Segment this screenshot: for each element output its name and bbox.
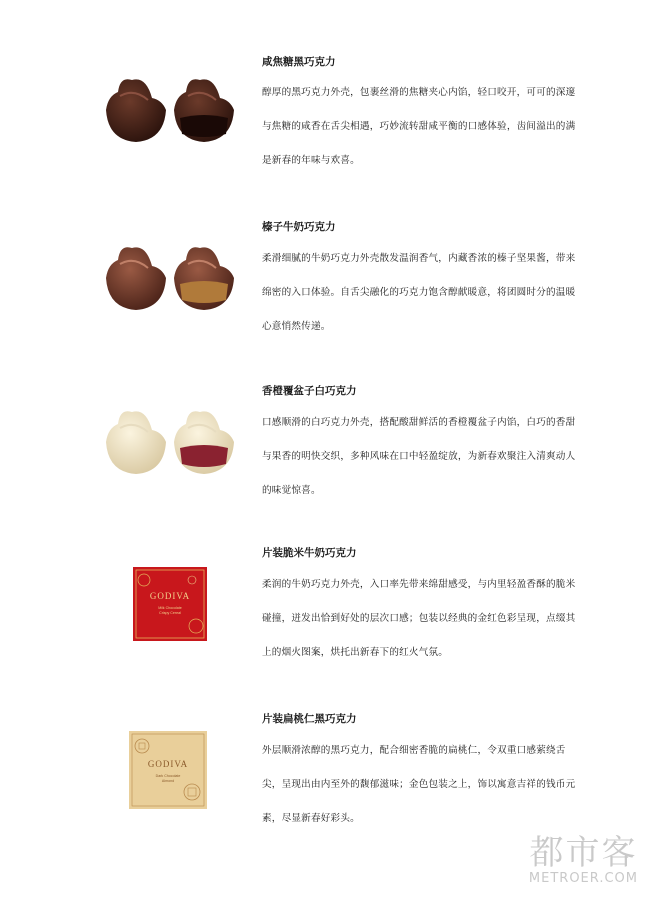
product-title: 榛子牛奶巧克力 (262, 221, 336, 233)
product-title: 咸焦糖黑巧克力 (262, 56, 336, 68)
product-description: 柔润的牛奶巧克力外壳，入口率先带来绵甜感受，与内里轻盈香酥的脆米碰撞，迸发出恰到好处的层次口感；包装以经典的金红色彩呈现，点缀其上的烟火图案，烘托出新春下的红火气氛。 (262, 579, 576, 658)
product-title: 片装扁桃仁黑巧克力 (262, 713, 357, 725)
wrapper-line2: Crispy Cereal (159, 611, 181, 615)
milk-chocolate-image (100, 238, 240, 318)
product-title: 香橙覆盆子白巧克力 (262, 385, 357, 397)
red-wrapper-image (132, 566, 208, 642)
wrapper-line2: Almond (161, 779, 175, 783)
product-description: 柔滑细腻的牛奶巧克力外壳散发温润香气，内藏香浓的榛子坚果酱，带来绵密的入口体验。自舌尖融化的巧克力饱含醇献暖意，将团圆时分的温暖心意悄然传递。 (262, 253, 576, 332)
site-watermark (529, 834, 638, 886)
dark-chocolate-image (100, 70, 240, 150)
watermark-chinese: 都市客 (529, 833, 638, 873)
wrapper-brand: GODIVA (149, 591, 191, 601)
product-description: 外层顺滑浓醇的黑巧克力，配合细密香脆的扁桃仁，令双重口感萦绕舌尖，呈现出由内至外的馥郁滋味；金色包装之上，饰以寓意吉祥的钱币元素，尽显新春好彩头。 (262, 745, 576, 824)
white-chocolate-image (100, 402, 240, 482)
wrapper-line1: Dark Chocolate (155, 774, 181, 778)
gold-wrapper-image (128, 730, 208, 810)
wrapper-brand: GODIVA (147, 759, 189, 769)
product-description: 醇厚的黑巧克力外壳，包裹丝滑的焦糖夹心内馅，轻口咬开，可可的深邃与焦糖的咸香在舌尖相遇，巧妙流转甜咸平衡的口感体验，齿间溢出的满是新春的年味与欢喜。 (262, 87, 576, 166)
product-title: 片装脆米牛奶巧克力 (262, 547, 357, 559)
watermark-domain: METROER.COM (528, 871, 638, 886)
wrapper-line1: Milk Chocolate (158, 606, 182, 610)
product-description: 口感顺滑的白巧克力外壳，搭配酸甜鲜活的香橙覆盆子内馅，白巧的香甜与果香的明快交织，多种风味在口中轻盈绽放，为新春欢聚注入清爽动人的味觉惊喜。 (262, 417, 576, 496)
